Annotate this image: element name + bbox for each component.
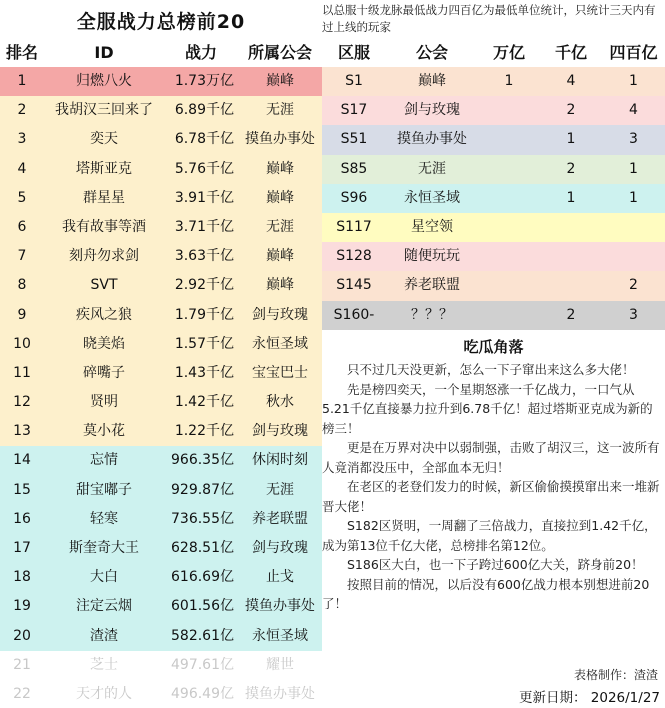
ranking-row	[0, 359, 322, 388]
power-cell: 1.22千亿	[174, 423, 234, 440]
rank-cell: 12	[13, 394, 31, 411]
guild-cell: 无涯	[266, 218, 294, 235]
power-cell: 497.61亿	[171, 656, 234, 673]
rank-cell: 19	[13, 598, 31, 615]
player-id-cell: 刻舟勿求剑	[69, 248, 139, 265]
rank-cell: 7	[17, 248, 27, 265]
server-row	[322, 96, 665, 125]
rank-cell: 15	[13, 481, 31, 498]
ranking-header-row	[0, 39, 322, 67]
guild-cell: 巅峰	[266, 189, 294, 206]
power-cell: 6.78千亿	[174, 131, 234, 148]
power-cell: 496.49亿	[171, 685, 234, 702]
rank-cell: 20	[13, 627, 31, 644]
guild-cell: 无涯	[266, 102, 294, 119]
power-cell: 601.56亿	[171, 598, 234, 615]
guild-cell: 剑与玫瑰	[252, 306, 308, 323]
server-row	[322, 155, 665, 184]
server-row	[322, 301, 665, 330]
header-wan: 万亿	[492, 43, 525, 62]
sibai-count-cell: 1	[629, 189, 638, 206]
rank-cell: 10	[13, 335, 31, 352]
server-guild-cell: 无涯	[418, 160, 446, 177]
power-cell: 3.71千亿	[174, 218, 234, 235]
ranking-row	[0, 476, 322, 505]
ranking-row	[0, 534, 322, 563]
sibai-count-cell: 1	[629, 73, 638, 89]
rank-cell: 8	[17, 277, 27, 294]
rank-cell: 13	[13, 423, 31, 440]
ranking-title: 全服战力总榜前20	[76, 11, 246, 33]
sibai-count-cell: 4	[629, 102, 638, 119]
guild-cell: 耀世	[266, 656, 294, 673]
guild-cell: 巅峰	[266, 160, 294, 177]
gossip-paragraph: S182区贤明，一周翻了三倍战力，直接拉到1.42千亿，成为第13位千亿大佬，总榜排名第12位。	[322, 518, 657, 553]
server-cell: S1	[345, 73, 363, 89]
player-id-cell: 莫小花	[83, 423, 125, 440]
power-cell: 2.92千亿	[174, 277, 234, 294]
player-id-cell: 塔斯亚克	[76, 160, 132, 177]
sibai-count-cell	[602, 242, 665, 271]
qian-count-cell: 1	[566, 189, 576, 206]
ranking-row	[0, 651, 322, 680]
ranking-row	[0, 213, 322, 242]
qian-count-cell: 1	[566, 131, 576, 148]
ranking-body	[0, 67, 322, 708]
player-id-cell: 群星星	[83, 189, 125, 206]
power-cell: 582.61亿	[171, 627, 234, 644]
player-id-cell: 斯奎奇大王	[69, 540, 139, 556]
ranking-row	[0, 96, 322, 125]
server-cell: S85	[340, 160, 368, 177]
ranking-row	[0, 592, 322, 621]
player-id-cell: 芝士	[90, 656, 118, 673]
server-cell: S117	[336, 218, 372, 235]
table-credit: 表格制作：渣渣	[573, 668, 658, 682]
power-cell: 628.51亿	[171, 540, 234, 556]
wan-count-cell	[478, 301, 540, 330]
ranking-row	[0, 505, 322, 534]
qian-count-cell	[540, 242, 602, 271]
gossip-paragraph: 更是在万界对决中以弱制强，击败了胡汉三，这一波所有人竟消都没压中，全部血本无归！	[322, 440, 660, 475]
header-guild: 所属公会	[247, 43, 312, 62]
wan-count-cell	[478, 242, 540, 271]
power-cell: 1.57千亿	[174, 335, 234, 352]
ranking-row	[0, 301, 322, 330]
player-id-cell: 我有故事等酒	[62, 218, 146, 235]
rank-cell: 16	[13, 510, 31, 527]
rank-cell: 5	[17, 189, 27, 206]
guild-cell: 永恒圣域	[252, 335, 308, 352]
player-id-cell: 碎嘴子	[83, 364, 125, 381]
server-cell: S51	[340, 131, 368, 148]
power-cell: 6.89千亿	[174, 102, 234, 119]
ranking-row	[0, 622, 322, 651]
power-cell: 1.79千亿	[174, 306, 234, 323]
guild-cell: 剑与玫瑰	[252, 540, 308, 556]
rank-cell: 14	[13, 452, 31, 469]
server-guild-cell: 养老联盟	[404, 277, 460, 294]
guild-cell: 摸鱼办事处	[245, 131, 315, 148]
ranking-row	[0, 330, 322, 359]
player-id-cell: 我胡汉三回来了	[55, 102, 153, 119]
header-server-guild: 公会	[415, 43, 448, 62]
header-power: 战力	[184, 43, 217, 62]
player-id-cell: 渣渣	[90, 627, 118, 644]
player-id-cell: 忘情	[90, 452, 118, 469]
gossip-paragraph: 在老区的老登们发力的时候，新区偷偷摸摸窜出来一堆新晋大佬！	[322, 479, 660, 514]
guild-cell: 摸鱼办事处	[245, 685, 315, 702]
guild-cell: 休闲时刻	[252, 452, 308, 469]
gossip-text	[322, 360, 662, 614]
wan-count-cell	[478, 184, 540, 213]
rank-cell: 9	[17, 306, 27, 323]
wan-count-cell	[478, 96, 540, 125]
sibai-count-cell: 2	[629, 277, 638, 294]
ranking-row	[0, 184, 322, 213]
power-cell: 5.76千亿	[174, 160, 234, 177]
sibai-count-cell: 3	[629, 306, 638, 323]
server-guild-cell: 随便玩玩	[404, 248, 460, 265]
power-cell: 3.63千亿	[174, 248, 234, 265]
player-id-cell: 贤明	[90, 394, 118, 411]
sibai-count-cell	[602, 213, 665, 242]
server-row	[322, 67, 665, 96]
gossip-paragraph: 先是榜四奕天，一个星期怒涨一千亿战力，一口气从5.21千亿直接暴力拉升到6.78千亿！超过塔斯亚克成为新的榜三！	[322, 381, 653, 436]
rank-cell: 2	[17, 102, 27, 119]
guild-cell: 无涯	[266, 481, 294, 498]
player-id-cell: 甜宝嘟子	[76, 481, 132, 498]
guild-cell: 秋水	[266, 394, 294, 411]
ranking-row	[0, 155, 322, 184]
server-table	[322, 67, 665, 330]
rank-cell: 1	[17, 73, 27, 89]
server-guild-cell: 摸鱼办事处	[397, 131, 467, 148]
header-qian: 千亿	[554, 43, 587, 62]
rank-cell: 21	[13, 656, 31, 673]
qian-count-cell: 4	[566, 73, 576, 89]
server-cell: S96	[340, 189, 368, 206]
guild-cell: 止戈	[266, 569, 294, 586]
ranking-row	[0, 680, 322, 708]
sibai-count-cell: 1	[629, 160, 638, 177]
rank-cell: 11	[13, 364, 31, 381]
gossip-paragraph: 只不过几天没更新，怎么一下子窜出来这么多大佬！	[347, 362, 635, 377]
player-id-cell: 归燃八火	[76, 73, 132, 89]
power-cell: 1.42千亿	[174, 394, 234, 411]
ranking-row	[0, 242, 322, 271]
player-id-cell: 疾风之狼	[76, 306, 132, 323]
server-guild-cell: 星空领	[411, 218, 453, 235]
header-sibai: 四百亿	[609, 43, 658, 62]
rank-cell: 4	[17, 160, 27, 177]
power-cell: 1.43千亿	[174, 364, 234, 381]
player-id-cell: 注定云烟	[76, 598, 132, 615]
ranking-row	[0, 417, 322, 446]
sibai-count-cell: 3	[629, 131, 638, 148]
qian-count-cell: 2	[566, 160, 576, 177]
rank-cell: 17	[13, 540, 31, 556]
server-row	[322, 242, 665, 271]
server-guild-cell: 剑与玫瑰	[404, 102, 460, 119]
server-row	[322, 271, 665, 300]
server-header-row	[322, 39, 665, 67]
ranking-row	[0, 271, 322, 300]
server-guild-cell: 巅峰	[418, 73, 446, 89]
rank-cell: 6	[17, 218, 27, 235]
server-cell: S160-	[333, 306, 375, 323]
server-row	[322, 184, 665, 213]
guild-cell: 摸鱼办事处	[245, 598, 315, 615]
rank-cell: 3	[17, 131, 27, 148]
rank-cell: 18	[13, 569, 31, 586]
power-cell: 616.69亿	[171, 569, 234, 586]
update-date: 更新日期： 2026/1/27	[518, 690, 660, 706]
header-server: 区服	[337, 43, 370, 62]
rank-cell: 22	[13, 685, 31, 702]
guild-cell: 永恒圣域	[252, 627, 308, 644]
server-row	[322, 213, 665, 242]
power-cell: 3.91千亿	[174, 189, 234, 206]
qian-count-cell: 2	[566, 306, 576, 323]
guild-cell: 宝宝巴士	[252, 364, 308, 381]
guild-cell: 养老联盟	[252, 510, 308, 527]
server-row	[322, 125, 665, 154]
player-id-cell: 轻寒	[90, 510, 118, 527]
header-rank: 排名	[5, 43, 38, 62]
wan-count-cell: 1	[504, 73, 514, 89]
player-id-cell: SVT	[90, 277, 118, 294]
ranking-row	[0, 125, 322, 154]
player-id-cell: 晓美焰	[83, 335, 125, 352]
power-cell: 966.35亿	[171, 452, 234, 469]
wan-count-cell	[478, 271, 540, 300]
server-cell: S128	[336, 248, 372, 265]
player-id-cell: 奕天	[90, 131, 118, 148]
ranking-row	[0, 67, 322, 96]
ranking-row	[0, 446, 322, 475]
header-id: ID	[94, 43, 114, 62]
power-cell: 929.87亿	[171, 481, 234, 498]
gossip-paragraph: S186区大白，也一下子跨过600亿大关，跻身前20！	[347, 557, 644, 572]
wan-count-cell	[478, 125, 540, 154]
gossip-paragraph: 按照目前的情况，以后没有600亿战力根本别想进前20了！	[322, 576, 650, 611]
qian-count-cell: 2	[566, 102, 576, 119]
server-guild-cell: ？？？	[411, 306, 453, 323]
guild-cell: 巅峰	[266, 277, 294, 294]
guild-cell: 巅峰	[266, 248, 294, 265]
server-cell: S145	[336, 277, 372, 294]
server-cell: S17	[340, 102, 368, 119]
guild-cell: 剑与玫瑰	[252, 423, 308, 440]
wan-count-cell	[478, 213, 540, 242]
ranking-row	[0, 388, 322, 417]
power-cell: 736.55亿	[171, 510, 234, 527]
wan-count-cell	[478, 155, 540, 184]
guild-cell: 巅峰	[266, 73, 294, 89]
gossip-title: 吃瓜角落	[463, 338, 524, 356]
player-id-cell: 天才的人	[76, 685, 132, 702]
player-id-cell: 大白	[90, 569, 118, 586]
stats-note: 以总服十级龙脉最低战力四百亿为最低单位统计，只统计三天内有过上线的玩家	[322, 3, 656, 34]
power-cell: 1.73万亿	[174, 73, 234, 89]
ranking-row	[0, 563, 322, 592]
qian-count-cell	[540, 213, 602, 242]
qian-count-cell	[540, 271, 602, 300]
server-guild-cell: 永恒圣域	[404, 189, 460, 206]
